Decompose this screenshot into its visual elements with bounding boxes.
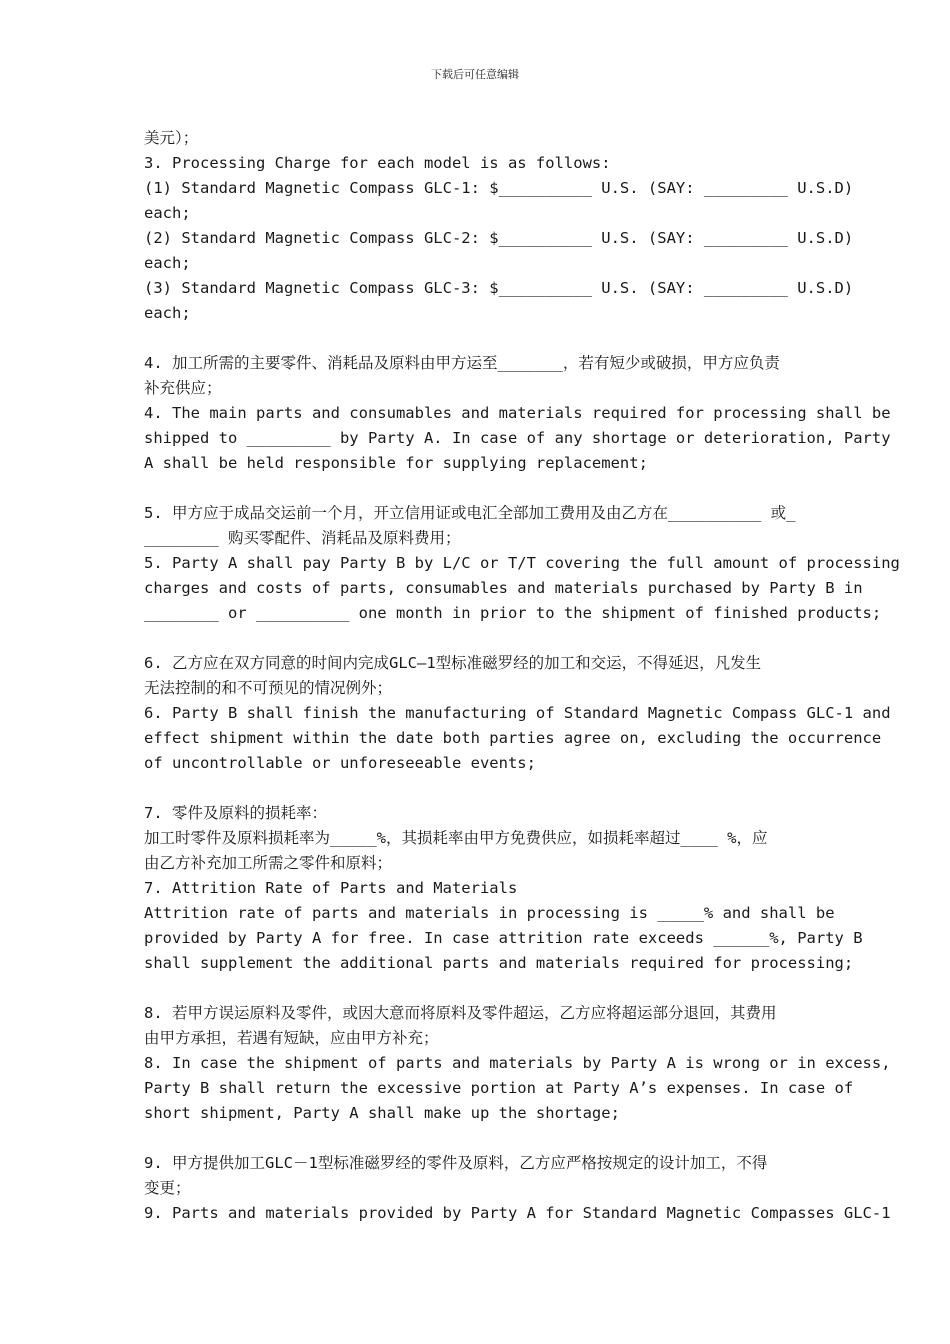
text-line: 加工时零件及原料损耗率为_____%，其损耗率由甲方免费供应，如损耗率超过____ %，应 [144, 829, 768, 847]
blank-line [144, 776, 934, 801]
text-line: 4. The main parts and consumables and materials required for processing shall be [144, 404, 891, 422]
text-line: short shipment, Party A shall make up the shortage; [144, 1104, 620, 1122]
text-line: charges and costs of parts, consumables and materials purchased by Party B in [144, 579, 863, 597]
page-header: 下载后可任意编辑 [431, 68, 519, 81]
blank-line [144, 1126, 934, 1151]
text-line: 由乙方补充加工所需之零件和原料； [144, 854, 393, 872]
text-line: each; [144, 204, 191, 222]
blank-line [144, 626, 934, 651]
blank-line [144, 976, 934, 1001]
text-line: ________ 购买零配件、消耗品及原料费用； [144, 529, 461, 547]
text-line: (1) Standard Magnetic Compass GLC-1: $__________ U.S. (SAY: _________ U.S.D) [144, 179, 854, 197]
text-line: 7. 零件及原料的损耗率： [144, 804, 327, 822]
text-line: 7. Attrition Rate of Parts and Materials [144, 879, 518, 897]
text-line: 8. 若甲方误运原料及零件，或因大意而将原料及零件超运，乙方应将超运部分退回，其费用 [144, 1004, 777, 1022]
text-line: effect shipment within the date both parties agree on, excluding the occurrence [144, 729, 882, 747]
blank-line [144, 476, 934, 501]
text-line: 4. 加工所需的主要零件、消耗品及原料由甲方运至_______，若有短少或破损，甲方应负责 [144, 354, 780, 372]
text-line: 9. 甲方提供加工GLC－1型标准磁罗经的零件及原料，乙方应严格按规定的设计加工，不得 [144, 1154, 768, 1172]
text-line: of uncontrollable or unforeseeable events; [144, 754, 536, 772]
text-line: Party B shall return the excessive portion at Party A’s expenses. In case of [144, 1079, 854, 1097]
document-body [144, 126, 934, 1226]
text-line: (3) Standard Magnetic Compass GLC-3: $__________ U.S. (SAY: _________ U.S.D) [144, 279, 854, 297]
text-line: 无法控制的和不可预见的情况例外； [144, 679, 393, 697]
text-line: 补充供应； [144, 379, 222, 397]
text-line: 5. 甲方应于成品交运前一个月，开立信用证或电汇全部加工费用及由乙方在__________ 或_ [144, 504, 796, 522]
text-line: 6. 乙方应在双方同意的时间内完成GLC—1型标准磁罗经的加工和交运，不得延迟，凡发生 [144, 654, 762, 672]
text-line: shipped to _________ by Party A. In case of any shortage or deterioration, Party [144, 429, 891, 447]
text-line: 由甲方承担，若遇有短缺，应由甲方补充； [144, 1029, 439, 1047]
text-line: 变更； [144, 1179, 191, 1197]
text-line: each; [144, 254, 191, 272]
text-line: shall supplement the additional parts and materials required for processing; [144, 954, 854, 972]
text-line: each; [144, 304, 191, 322]
text-line: A shall be held responsible for supplying replacement; [144, 454, 648, 472]
text-line: (2) Standard Magnetic Compass GLC-2: $__________ U.S. (SAY: _________ U.S.D) [144, 229, 854, 247]
text-line: 3. Processing Charge for each model is as follows: [144, 154, 611, 172]
text-line: Attrition rate of parts and materials in processing is _____% and shall be [144, 904, 835, 922]
text-line: 8. In case the shipment of parts and materials by Party A is wrong or in excess, [144, 1054, 891, 1072]
text-line: provided by Party A for free. In case attrition rate exceeds ______%, Party B [144, 929, 863, 947]
text-line: 5. Party A shall pay Party B by L/C or T/T covering the full amount of processing [144, 554, 900, 572]
text-line: 9. Parts and materials provided by Party A for Standard Magnetic Compasses GLC-1 [144, 1204, 891, 1222]
text-line: 美元）； [144, 129, 199, 147]
blank-line [144, 326, 934, 351]
text-line: 6. Party B shall finish the manufacturing of Standard Magnetic Compass GLC-1 and [144, 704, 891, 722]
text-line: ________ or __________ one month in prior to the shipment of finished products; [144, 604, 882, 622]
